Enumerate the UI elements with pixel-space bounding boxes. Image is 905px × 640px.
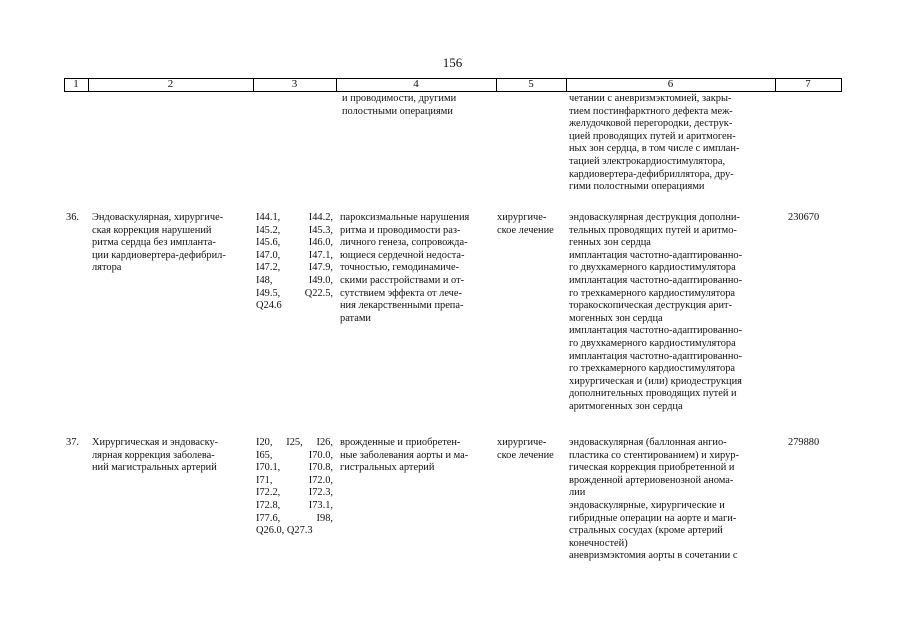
icd-code: I45.2, bbox=[256, 224, 281, 236]
code-line bbox=[256, 500, 333, 513]
icd-code: I45.6, bbox=[256, 237, 281, 249]
disease-cell bbox=[340, 437, 492, 475]
text-line: го двухкамерного кардиостимулятора bbox=[569, 262, 736, 274]
icd-code: I47.9, bbox=[308, 262, 333, 274]
icd-code: I72.8, bbox=[256, 499, 281, 511]
icd-code: I44.2, bbox=[308, 212, 333, 223]
icd-code: I70.8, bbox=[308, 462, 333, 474]
column-number: 4 bbox=[413, 78, 419, 90]
procedure-name-cell bbox=[92, 212, 249, 275]
code-line bbox=[256, 225, 333, 238]
code-line bbox=[256, 288, 333, 301]
icd-code: I72.2, bbox=[256, 487, 281, 499]
text-line: конечностей) bbox=[569, 537, 628, 549]
code-line bbox=[256, 237, 333, 250]
text-line: ных зон сердца, в том числе с имплан- bbox=[569, 143, 740, 155]
text-line: стральных сосудах (кроме артерий bbox=[569, 525, 723, 537]
text-line: ния лекарственными препа- bbox=[340, 300, 464, 312]
continuation-disease-cell bbox=[342, 93, 492, 118]
text-line: ний магистральных артерий bbox=[92, 462, 217, 474]
text-line: точностью, гемодинамиче- bbox=[340, 262, 460, 274]
column-number: 6 bbox=[667, 78, 674, 90]
treatment-method-cell bbox=[569, 212, 769, 414]
icd-code: I47.0, bbox=[256, 249, 281, 261]
text-line: пароксизмальные нарушения bbox=[340, 212, 470, 223]
icd-codes-cell bbox=[256, 212, 333, 313]
icd-code: I49.0, bbox=[308, 274, 333, 286]
code-line bbox=[256, 275, 333, 288]
text-line: лии bbox=[569, 487, 586, 499]
icd-code: I48, bbox=[256, 274, 273, 286]
text-line: ская коррекция нарушений bbox=[92, 224, 212, 236]
cost-cell: 279880 bbox=[788, 437, 820, 448]
text-line: имплантация частотно-адаптированно- bbox=[569, 325, 743, 337]
text-line: хирургиче- bbox=[497, 437, 547, 448]
code-line bbox=[256, 462, 333, 475]
text-line: лятора bbox=[92, 262, 122, 274]
column-number: 1 bbox=[73, 78, 79, 90]
cost-cell: 230670 bbox=[788, 212, 820, 223]
text-line: ные заболевания аорты и ма- bbox=[340, 449, 469, 461]
text-line: ритма и проводимости раз- bbox=[340, 224, 461, 236]
icd-code: I71, bbox=[256, 474, 273, 486]
text-line: цией проводящих путей и аритмоген- bbox=[569, 130, 736, 142]
text-line: личного генеза, сопровожда- bbox=[340, 237, 468, 249]
column-number: 7 bbox=[805, 78, 811, 90]
text-line: врожденные и приобретен- bbox=[340, 437, 461, 448]
text-line: ции кардиовертера-дефибрил- bbox=[92, 249, 226, 261]
code-line bbox=[256, 300, 333, 313]
row-number: 36. bbox=[66, 212, 79, 223]
icd-code: I77.6, bbox=[256, 512, 281, 524]
column-separator bbox=[841, 78, 842, 92]
text-line: генных зон сердца bbox=[569, 237, 651, 249]
code-line bbox=[256, 250, 333, 263]
text-line: скими расстройствами и от- bbox=[340, 274, 465, 286]
text-line: хирургическая и (или) криодеструкция bbox=[569, 375, 742, 387]
text-line: хирургиче- bbox=[497, 212, 547, 223]
text-line: тельных проводящих путей и аритмо- bbox=[569, 224, 737, 236]
text-line: могенных зон сердца bbox=[569, 312, 663, 324]
text-line: лярная коррекция заболева- bbox=[92, 449, 215, 461]
treatment-type-cell bbox=[497, 212, 565, 237]
icd-code: I26, bbox=[316, 437, 333, 448]
disease-cell bbox=[340, 212, 492, 325]
icd-code: I70.0, bbox=[308, 449, 333, 461]
icd-code: I47.1, bbox=[308, 249, 333, 261]
text-line: аритмогенных зон сердца bbox=[569, 400, 683, 412]
text-line: желудочковой перегородки, деструк- bbox=[569, 118, 733, 130]
text-line: Эндоваскулярная, хирургиче- bbox=[92, 212, 224, 223]
icd-code: I98, bbox=[316, 512, 333, 524]
column-number: 5 bbox=[528, 78, 534, 90]
icd-code: I65, bbox=[256, 449, 273, 461]
icd-code: I20, bbox=[256, 437, 273, 448]
code-line bbox=[256, 450, 333, 463]
text-line: аневризмэктомия аорты в сочетании с bbox=[569, 550, 738, 562]
text-line: ющиеся сердечной недоста- bbox=[340, 249, 465, 261]
text-line: имплантация частотно-адаптированно- bbox=[569, 274, 743, 286]
text-line: пластика со стентированием) и хирур- bbox=[569, 449, 739, 461]
text-line: эндоваскулярная деструкция дополни- bbox=[569, 212, 740, 223]
icd-code: I45.3, bbox=[308, 224, 333, 236]
text-line: эндоваскулярные, хирургические и bbox=[569, 499, 725, 511]
code-line bbox=[256, 525, 333, 538]
text-line: эндоваскулярная (баллонная ангио- bbox=[569, 437, 727, 448]
table-header-rule-bottom bbox=[64, 91, 842, 92]
icd-code: Q26.0, Q27.3 bbox=[256, 525, 313, 537]
code-line bbox=[256, 262, 333, 275]
icd-code: I49.5, bbox=[256, 287, 281, 299]
icd-code: I73.1, bbox=[308, 499, 333, 511]
text-line-content: и проводимости, другими bbox=[342, 93, 457, 104]
icd-code: I72.3, bbox=[308, 487, 333, 499]
text-line: ское лечение bbox=[497, 224, 554, 236]
icd-code: I25, bbox=[286, 437, 303, 448]
page-number: 156 bbox=[442, 55, 463, 70]
icd-code: Q24.6 bbox=[256, 300, 282, 312]
text-line: торакоскопическая деструкция арит- bbox=[569, 300, 733, 312]
column-number: 2 bbox=[167, 78, 174, 90]
icd-code: I44.1, bbox=[256, 212, 281, 223]
text-line: гическая коррекция приобретенной и bbox=[569, 462, 735, 474]
code-line bbox=[256, 212, 333, 225]
text-line: тием постинфарктного дефекта меж- bbox=[569, 105, 733, 117]
text-line: четании с аневризмэктомией, закры- bbox=[569, 93, 732, 104]
text-line: сутствием эффекта от лече- bbox=[340, 287, 462, 299]
text-line: гими полостными операциями bbox=[569, 181, 705, 193]
column-number: 3 bbox=[291, 78, 298, 90]
text-line: врожденной артериовенозной анома- bbox=[569, 474, 734, 486]
text-line: го трехкамерного кардиостимулятора bbox=[569, 287, 736, 299]
text-line bbox=[342, 93, 492, 106]
code-line bbox=[256, 475, 333, 488]
text-line: ратами bbox=[340, 312, 371, 324]
text-line: тацией электрокардиостимулятора, bbox=[569, 155, 726, 167]
code-line bbox=[256, 513, 333, 526]
text-line: го двухкамерного кардиостимулятора bbox=[569, 337, 736, 349]
text-line: гистральных артерий bbox=[340, 462, 435, 474]
icd-code: I47.2, bbox=[256, 262, 281, 274]
text-line: имплантация частотно-адаптированно- bbox=[569, 350, 743, 362]
treatment-method-cell bbox=[569, 437, 769, 563]
icd-code: Q22.5, bbox=[304, 287, 333, 299]
treatment-type-cell bbox=[497, 437, 565, 462]
procedure-name-cell bbox=[92, 437, 249, 475]
continuation-method-cell bbox=[569, 93, 769, 194]
icd-code: I46.0, bbox=[308, 237, 333, 249]
code-line bbox=[256, 487, 333, 500]
text-line: имплантация частотно-адаптированно- bbox=[569, 249, 743, 261]
code-line bbox=[256, 437, 333, 450]
icd-codes-cell bbox=[256, 437, 333, 538]
text-line: дополнительных проводящих путей и bbox=[569, 388, 737, 400]
text-line: ское лечение bbox=[497, 449, 554, 461]
icd-code: I70.1, bbox=[256, 462, 281, 474]
text-line: полостными операциями bbox=[342, 105, 453, 117]
row-number: 37. bbox=[66, 437, 79, 448]
text-line: го трехкамерного кардиостимулятора bbox=[569, 363, 736, 375]
text-line: ритма сердца без импланта- bbox=[92, 237, 216, 249]
text-line: гибридные операции на аорте и маги- bbox=[569, 512, 737, 524]
text-line: Хирургическая и эндоваску- bbox=[92, 437, 219, 448]
icd-code: I72.0, bbox=[308, 474, 333, 486]
text-line: кардиовертера-дефибриллятора, дру- bbox=[569, 168, 734, 180]
